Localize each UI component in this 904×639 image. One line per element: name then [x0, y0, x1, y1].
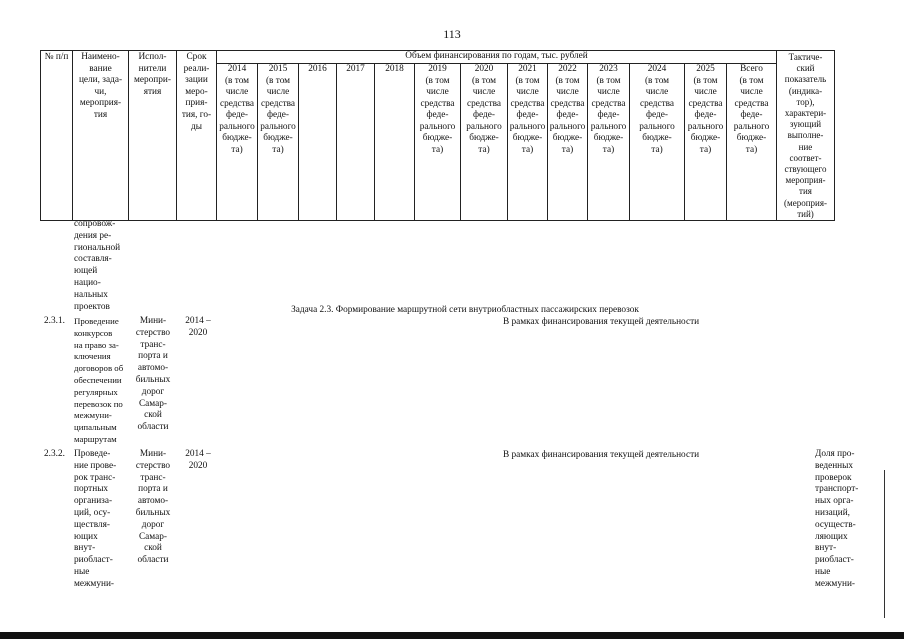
header-financing-title: Объем финансирования по годам, тыс. рублей	[217, 51, 777, 64]
row-2-3-2-name: Проведе- ние прове- рок транс- портных организа- ций, осу- ществля- ющих внут- риобласт- ные межмуни-	[74, 449, 117, 589]
row-2-3-1-term: 2014 – 2020	[185, 316, 211, 338]
header-year-2017: 2017	[337, 63, 375, 220]
page-number: 113	[443, 27, 461, 41]
row-2-3-1-num: 2.3.1.	[44, 316, 65, 326]
row-2-3-2-indicator: Доля про- веденных проверок транспорт- ных орга- низаций, осуществ- ляющих внут- риобласт- ные межмуни-	[815, 449, 859, 589]
header-total: Всего (в том числе средства феде- рального бюдже- та)	[727, 63, 777, 220]
header-year-2016: 2016	[299, 63, 337, 220]
header-name: Наимено- вание цели, зада- чи, мероприя- тия	[73, 51, 129, 221]
header-year-2020: 2020 (в том числе средства феде- рального бюдже- та)	[461, 63, 508, 220]
header-year-2015: 2015 (в том числе средства феде- рального бюдже- та)	[258, 63, 299, 220]
scan-artifact-line	[884, 470, 885, 618]
row-2-3-2-term: 2014 – 2020	[185, 449, 211, 471]
row-2-3-1-name: Проведение конкурсов на право за- ключения договоров об обеспечении регулярных перевозок по межмуни- ципальным маршрутам	[74, 316, 124, 444]
financing-table-header	[40, 50, 835, 221]
header-year-2021: 2021 (в том числе средства феде- рального бюдже- та)	[508, 63, 548, 220]
row-2-3-1-financing: В рамках финансирования текущей деятельности	[503, 317, 700, 327]
scan-bottom-edge	[0, 632, 904, 639]
row-2-3-2-num: 2.3.2.	[44, 449, 65, 459]
header-year-2018: 2018	[375, 63, 415, 220]
header-executors: Испол- нители меропри- ятия	[129, 51, 177, 221]
header-term: Срок реали- зации меро- прия- тия, го- ды	[177, 51, 217, 221]
row-2-3-1-executor: Мини- стерство транс- порта и автомо- бильных дорог Самар- ской области	[135, 316, 171, 433]
header-year-2022: 2022 (в том числе средства феде- рального бюдже- та)	[548, 63, 588, 220]
header-year-2019: 2019 (в том числе средства феде- рального бюдже- та)	[415, 63, 461, 220]
row-2-3-2-executor: Мини- стерство транс- порта и автомо- бильных дорог Самар- ской области	[135, 449, 171, 566]
row-2-3-2-financing: В рамках финансирования текущей деятельности	[503, 450, 700, 460]
header-num: № п/п	[41, 51, 73, 221]
continuation-text: сопровож- дения ре- гиональной составля- ющей нацио- нальных проектов	[74, 219, 121, 312]
task-title: Задача 2.3. Формирование маршрутной сети внутриобластных пассажирских перевозок	[291, 305, 639, 315]
header-year-2024: 2024 (в том числе средства феде- рального бюдже- та)	[630, 63, 685, 220]
header-year-2023: 2023 (в том числе средства феде- рального бюдже- та)	[588, 63, 630, 220]
header-indicator: Тактиче- ский показатель (индика- тор), характери- зующий выполне- ние соответ- ствующего мероприя- тия (мероприя- тий)	[777, 51, 835, 221]
header-year-2014: 2014 (в том числе средства феде- рального бюдже- та)	[217, 63, 258, 220]
header-year-2025: 2025 (в том числе средства феде- рального бюдже- та)	[685, 63, 727, 220]
